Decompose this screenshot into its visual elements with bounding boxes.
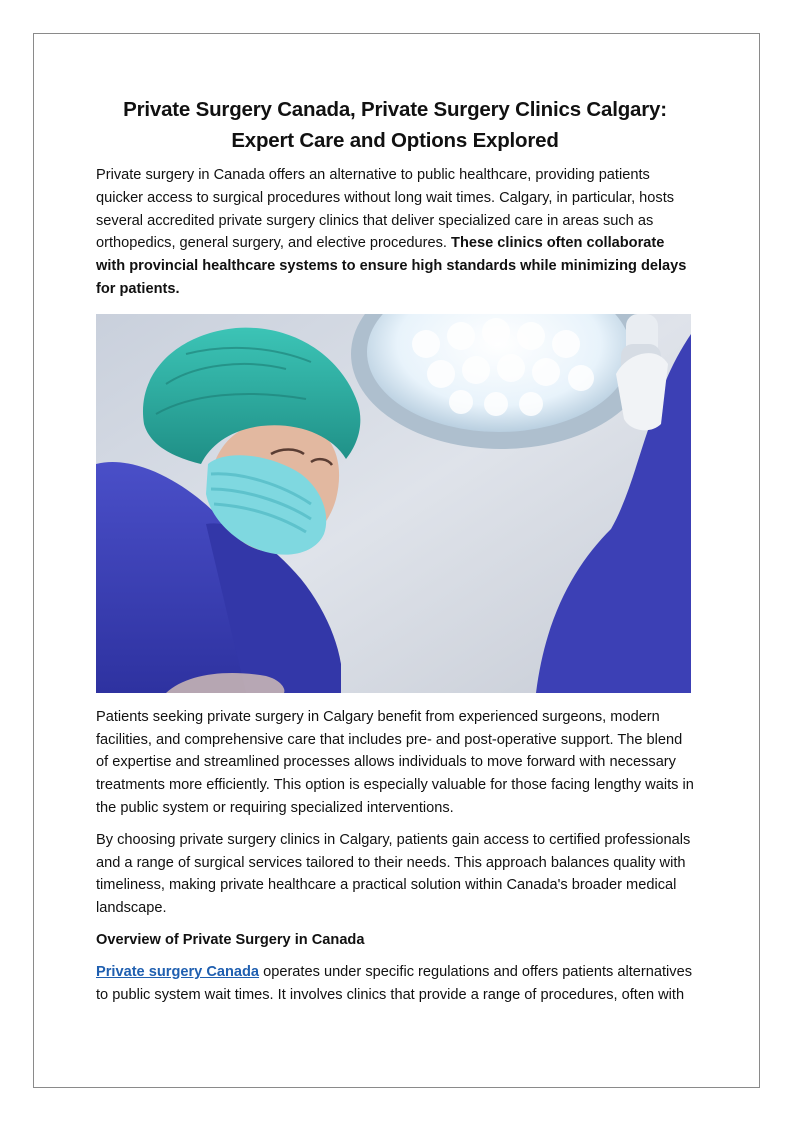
paragraph-overview [96, 961, 694, 1007]
private-surgery-canada-link[interactable]: Private surgery Canada [96, 963, 260, 980]
page-title: Private Surgery Canada, Private Surgery Clinics Calgary: Expert Care and Options Explored [123, 98, 667, 152]
overview-text: operates under specific regulations and offers patients alternatives to public system wait times. It involves clinics that provide a range of procedures, often with [96, 963, 692, 1003]
document-body [96, 94, 694, 1006]
intro-paragraph [96, 164, 694, 301]
paragraph-benefits: Patients seeking private surgery in Calgary benefit from experienced surgeons, modern facilities, and comprehensive care that includes pre- and post-operative support. The blend of expertise and streamlined processes allows individuals to move forward with necessary treatments more efficiently. This option is especially valuable for those facing lengthy waits in the public system or requiring specialized interventions. [96, 708, 694, 816]
intro-bold-text: These clinics often collaborate with provincial healthcare systems to ensure high standards while minimizing delays for patients. [96, 235, 687, 297]
section-heading: Overview of Private Surgery in Canada [96, 931, 365, 948]
surgeon-photo [96, 314, 691, 693]
paragraph-choosing-clinics: By choosing private surgery clinics in Calgary, patients gain access to certified professionals and a range of surgical services tailored to their needs. This approach balances quality with timeliness, making private healthcare a practical solution within Canada's broader medical landscape. [96, 831, 691, 917]
intro-text: Private surgery in Canada offers an alternative to public healthcare, providing patients quicker access to surgical procedures without long wait times. Calgary, in particular, hosts several accredited private surgery clinics that deliver specialized care in areas such as orthopedics, general surgery, and elective procedures. [96, 167, 675, 252]
